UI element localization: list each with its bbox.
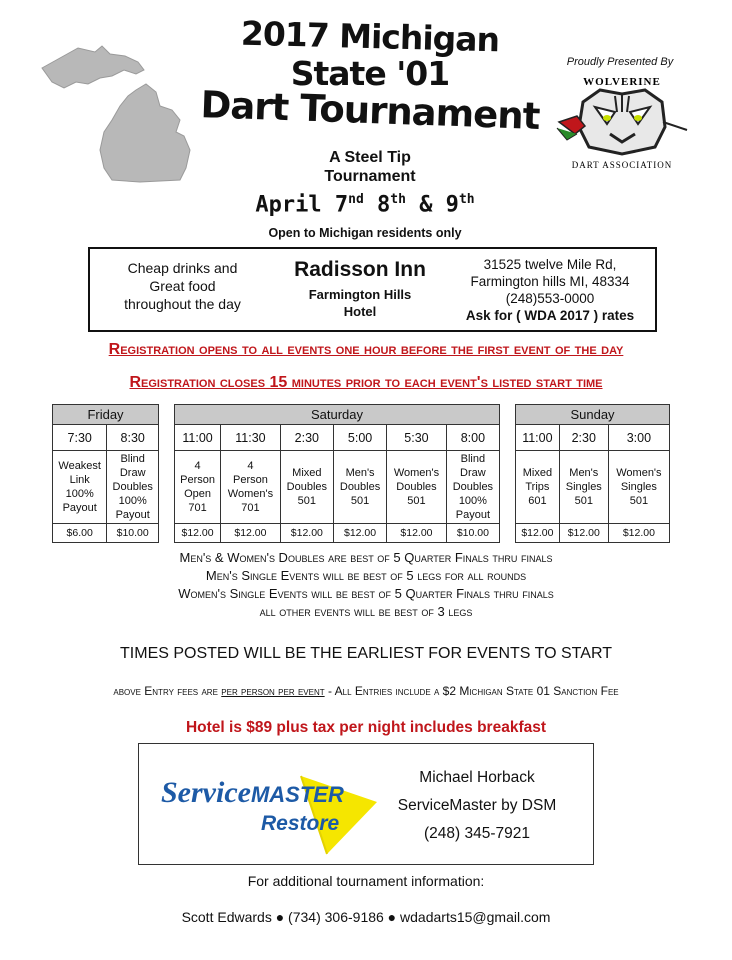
- hotel-city: [275, 286, 445, 320]
- day-header-sunday: Sunday: [516, 405, 670, 425]
- hotel-address: [450, 256, 650, 324]
- event-name: [333, 451, 386, 524]
- event-line: 4: [247, 460, 254, 472]
- event-line: Trips: [525, 481, 550, 493]
- event-line: 601: [528, 495, 547, 507]
- friday-schedule-table: [52, 404, 159, 543]
- subtitle: [260, 148, 480, 186]
- event-line: 501: [629, 495, 649, 507]
- tournament-dates: [200, 192, 530, 217]
- hotel-phone: (248)553-0000: [505, 291, 595, 306]
- additional-info-label: For additional tournament information:: [247, 873, 485, 889]
- event-name: [53, 451, 107, 524]
- event-fee: $10.00: [446, 524, 499, 543]
- event-line: Doubles: [112, 481, 153, 493]
- event-line: Men's: [569, 467, 599, 479]
- event-line: Person: [233, 474, 268, 486]
- rule-line: all other events will be best of 3 legs: [259, 604, 473, 619]
- event-fee: $12.00: [221, 524, 281, 543]
- subtitle-line-2: Tournament: [324, 168, 416, 185]
- event-line: Women's: [227, 488, 274, 500]
- event-line: Doubles: [452, 481, 494, 493]
- event-line: Women's: [616, 467, 662, 479]
- title-line-1: 2017 Michigan: [240, 13, 500, 60]
- event-line: 701: [241, 502, 260, 514]
- event-time: 5:30: [387, 425, 447, 451]
- times-posted-note: TIMES POSTED WILL BE THE EARLIEST FOR EVENTS TO START: [120, 645, 612, 662]
- date-third-suffix: th: [458, 192, 475, 207]
- match-rules: [0, 549, 732, 621]
- event-name: [608, 451, 669, 524]
- event-fee: $12.00: [333, 524, 386, 543]
- event-name: [516, 451, 560, 524]
- sponsor-contact: [377, 764, 577, 848]
- event-line: Blind: [460, 453, 486, 465]
- event-name: [175, 451, 221, 524]
- fees-text: above Entry fees are: [113, 684, 222, 698]
- hotel-info-box: [88, 247, 657, 332]
- logo-org-bottom: DART ASSOCIATION: [571, 160, 673, 170]
- rule-line: Men's Single Events will be best of 5 legs for all rounds: [205, 568, 527, 583]
- sponsor-company: ServiceMaster by DSM: [397, 797, 557, 814]
- event-name: [446, 451, 499, 524]
- event-time: 7:30: [53, 425, 107, 451]
- event-line: Payout: [115, 509, 150, 521]
- event-line: Open: [184, 488, 212, 500]
- event-line: 501: [407, 495, 426, 507]
- saturday-schedule-table: [174, 404, 500, 543]
- svg-text:ServiceMASTER: [161, 776, 344, 809]
- date-second: 8: [377, 192, 391, 218]
- event-time: 11:00: [516, 425, 560, 451]
- event-line: Blind: [120, 453, 145, 465]
- title-line-2: State '01: [290, 54, 450, 93]
- event-line: 100%: [118, 495, 147, 507]
- event-line: Mixed: [522, 467, 553, 479]
- eligibility-note: Open to Michigan residents only: [268, 226, 462, 240]
- day-header-saturday: Saturday: [175, 405, 500, 425]
- event-line: 4: [194, 460, 201, 472]
- event-line: 501: [574, 495, 593, 507]
- event-fee: $12.00: [559, 524, 608, 543]
- event-fee: $12.00: [175, 524, 221, 543]
- perks-line-3: throughout the day: [124, 296, 241, 312]
- logo-word-master: MASTER: [250, 782, 344, 807]
- sponsor-box: [138, 743, 594, 865]
- event-line: Mixed: [292, 467, 322, 479]
- event-line: Link: [69, 474, 90, 486]
- registration-opens: Registration opens to all events one hour before the first event of the day: [108, 341, 624, 358]
- event-line: Doubles: [396, 481, 437, 493]
- event-time: 11:30: [221, 425, 281, 451]
- city-line-1: Farmington Hills: [308, 287, 412, 302]
- hotel-perks: [100, 259, 265, 313]
- sponsor-phone: (248) 345-7921: [424, 825, 530, 842]
- event-fee: $10.00: [107, 524, 159, 543]
- fees-emphasis: per person per event: [221, 684, 325, 698]
- event-line: Payout: [62, 502, 97, 514]
- event-time: 8:00: [446, 425, 499, 451]
- date-third: & 9: [419, 192, 459, 218]
- fees-text: - All Entries include a $2 Michigan State 01 Sanction Fee: [324, 684, 619, 698]
- sunday-schedule-table: [515, 404, 670, 543]
- address-line-2: Farmington hills MI, 48334: [470, 274, 630, 289]
- hotel-price-note: Hotel is $89 plus tax per night includes breakfast: [185, 719, 547, 736]
- event-line: Singles: [620, 481, 657, 493]
- event-time: 2:30: [280, 425, 333, 451]
- perks-line-1: Cheap drinks and: [127, 260, 238, 276]
- registration-closes: Registration closes 15 minutes prior to each event's listed start time: [129, 374, 603, 391]
- event-line: 701: [188, 502, 207, 514]
- event-time: 5:00: [333, 425, 386, 451]
- day-header-friday: Friday: [53, 405, 159, 425]
- sponsor-name: Michael Horback: [419, 769, 535, 786]
- date-second-suffix: th: [390, 192, 406, 207]
- hotel-rates-note: Ask for ( WDA 2017 ) rates: [465, 308, 635, 323]
- address-line-1: 31525 twelve Mile Rd,: [483, 257, 617, 272]
- hotel-name: Radisson Inn: [294, 258, 426, 281]
- event-fee: $12.00: [387, 524, 447, 543]
- event-time: 3:00: [608, 425, 669, 451]
- wolverine-logo-icon: [555, 72, 690, 172]
- event-line: Person: [180, 474, 215, 486]
- subtitle-line-1: A Steel Tip: [329, 149, 411, 166]
- event-line: 501: [350, 495, 370, 507]
- event-line: 100%: [65, 488, 94, 500]
- event-name: [107, 451, 159, 524]
- event-time: 2:30: [559, 425, 608, 451]
- event-line: Men's: [345, 467, 375, 479]
- rule-line: Men's & Women's Doubles are best of 5 Quarter Finals thru finals: [179, 550, 553, 565]
- event-time: 11:00: [175, 425, 221, 451]
- event-fee: $6.00: [53, 524, 107, 543]
- event-time: 8:30: [107, 425, 159, 451]
- event-line: Draw: [460, 467, 486, 479]
- event-line: Women's: [393, 467, 440, 479]
- event-fee: $12.00: [280, 524, 333, 543]
- event-line: 100%: [458, 495, 487, 507]
- event-line: Weakest: [58, 460, 101, 472]
- event-line: Doubles: [339, 481, 381, 493]
- logo-word-restore: Restore: [261, 812, 340, 835]
- perks-line-2: Great food: [149, 278, 216, 294]
- tournament-title: [150, 13, 590, 138]
- logo-word-service: Service: [161, 776, 251, 809]
- event-line: 501: [297, 495, 317, 507]
- event-name: [387, 451, 447, 524]
- presented-by-label: Proudly Presented By: [566, 56, 674, 68]
- contact-info: Scott Edwards ● (734) 306-9186 ● wdadarts15@gmail.com: [181, 909, 551, 925]
- event-line: Draw: [119, 467, 146, 479]
- event-name: [559, 451, 608, 524]
- event-line: Doubles: [286, 481, 328, 493]
- event-name: [280, 451, 333, 524]
- city-line-2: Hotel: [343, 304, 377, 319]
- rule-line: Women's Single Events will be best of 5 Quarter Finals thru finals: [178, 586, 554, 601]
- event-fee: $12.00: [608, 524, 669, 543]
- entry-fees-note: [0, 684, 732, 698]
- event-fee: $12.00: [516, 524, 560, 543]
- event-name: [221, 451, 281, 524]
- logo-org-top: WOLVERINE: [583, 76, 661, 88]
- date-first-suffix: nd: [348, 192, 364, 207]
- date-first: April 7: [255, 192, 349, 218]
- event-line: Payout: [455, 509, 490, 521]
- event-line: Singles: [565, 481, 602, 493]
- servicemaster-logo-icon: [151, 758, 381, 858]
- title-line-3: Dart Tournament: [199, 83, 541, 138]
